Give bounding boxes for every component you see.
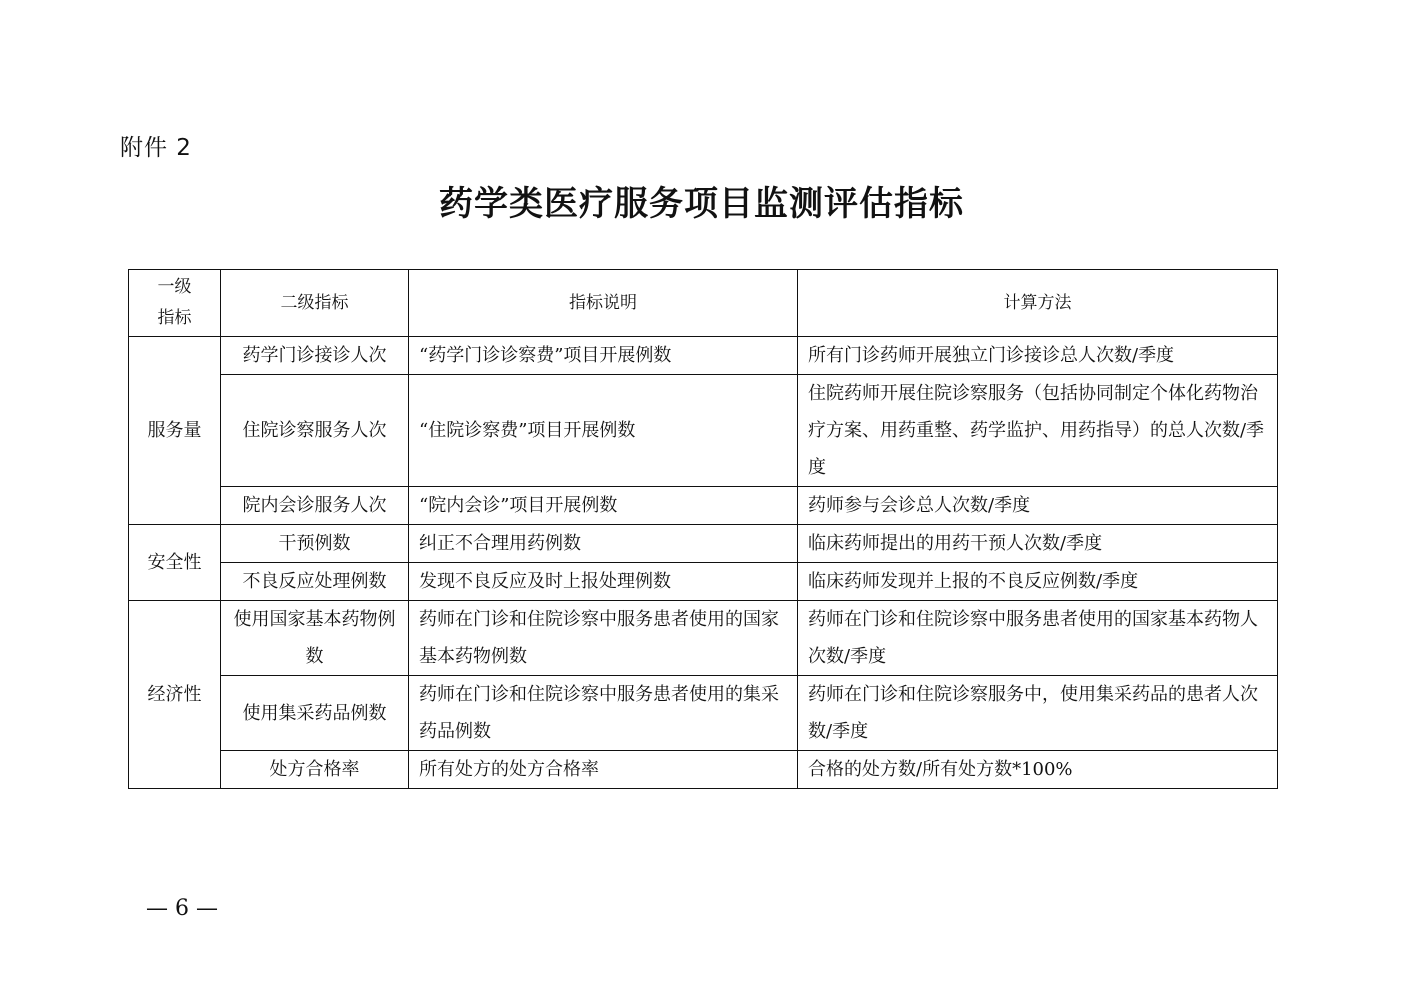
attachment-label: 附件 2	[120, 135, 192, 161]
description-cell: “住院诊察费”项目开展例数	[409, 375, 798, 487]
table-row	[129, 563, 1278, 601]
level2-cell: 处方合格率	[221, 751, 409, 789]
header-description: 指标说明	[409, 270, 798, 337]
table-row	[129, 337, 1278, 375]
page-title: 药学类医疗服务项目监测评估指标	[439, 184, 964, 224]
table-row	[129, 601, 1278, 676]
level2-cell: 院内会诊服务人次	[221, 487, 409, 525]
method-cell: 合格的处方数/所有处方数*100%	[798, 751, 1278, 789]
table-row	[129, 676, 1278, 751]
method-cell: 药师在门诊和住院诊察中服务患者使用的国家基本药物人次数/季度	[798, 601, 1278, 676]
level2-cell: 使用集采药品例数	[221, 676, 409, 751]
table-row	[129, 375, 1278, 487]
method-cell: 药师参与会诊总人次数/季度	[798, 487, 1278, 525]
table-row	[129, 487, 1278, 525]
description-cell: 药师在门诊和住院诊察中服务患者使用的集采药品例数	[409, 676, 798, 751]
page-number: — 6 —	[146, 896, 218, 921]
method-cell: 住院药师开展住院诊察服务（包括协同制定个体化药物治疗方案、用药重整、药学监护、用药指导）的总人次数/季度	[798, 375, 1278, 487]
level2-cell: 药学门诊接诊人次	[221, 337, 409, 375]
method-cell: 临床药师发现并上报的不良反应例数/季度	[798, 563, 1278, 601]
table-row	[129, 525, 1278, 563]
level2-cell: 不良反应处理例数	[221, 563, 409, 601]
method-cell: 所有门诊药师开展独立门诊接诊总人次数/季度	[798, 337, 1278, 375]
table-row	[129, 751, 1278, 789]
description-cell: 药师在门诊和住院诊察中服务患者使用的国家基本药物例数	[409, 601, 798, 676]
method-cell: 临床药师提出的用药干预人次数/季度	[798, 525, 1278, 563]
description-cell: “药学门诊诊察费”项目开展例数	[409, 337, 798, 375]
level2-cell: 使用国家基本药物例数	[221, 601, 409, 676]
category-cell: 安全性	[129, 525, 221, 601]
table-header-row	[129, 270, 1278, 337]
category-cell: 服务量	[129, 337, 221, 525]
description-cell: 纠正不合理用药例数	[409, 525, 798, 563]
category-cell: 经济性	[129, 601, 221, 789]
level2-cell: 住院诊察服务人次	[221, 375, 409, 487]
description-cell: 发现不良反应及时上报处理例数	[409, 563, 798, 601]
header-method: 计算方法	[798, 270, 1278, 337]
description-cell: 所有处方的处方合格率	[409, 751, 798, 789]
header-level1: 一级 指标	[129, 270, 221, 337]
description-cell: “院内会诊”项目开展例数	[409, 487, 798, 525]
header-level2: 二级指标	[221, 270, 409, 337]
method-cell: 药师在门诊和住院诊察服务中，使用集采药品的患者人次数/季度	[798, 676, 1278, 751]
level2-cell: 干预例数	[221, 525, 409, 563]
indicator-table	[128, 269, 1278, 789]
